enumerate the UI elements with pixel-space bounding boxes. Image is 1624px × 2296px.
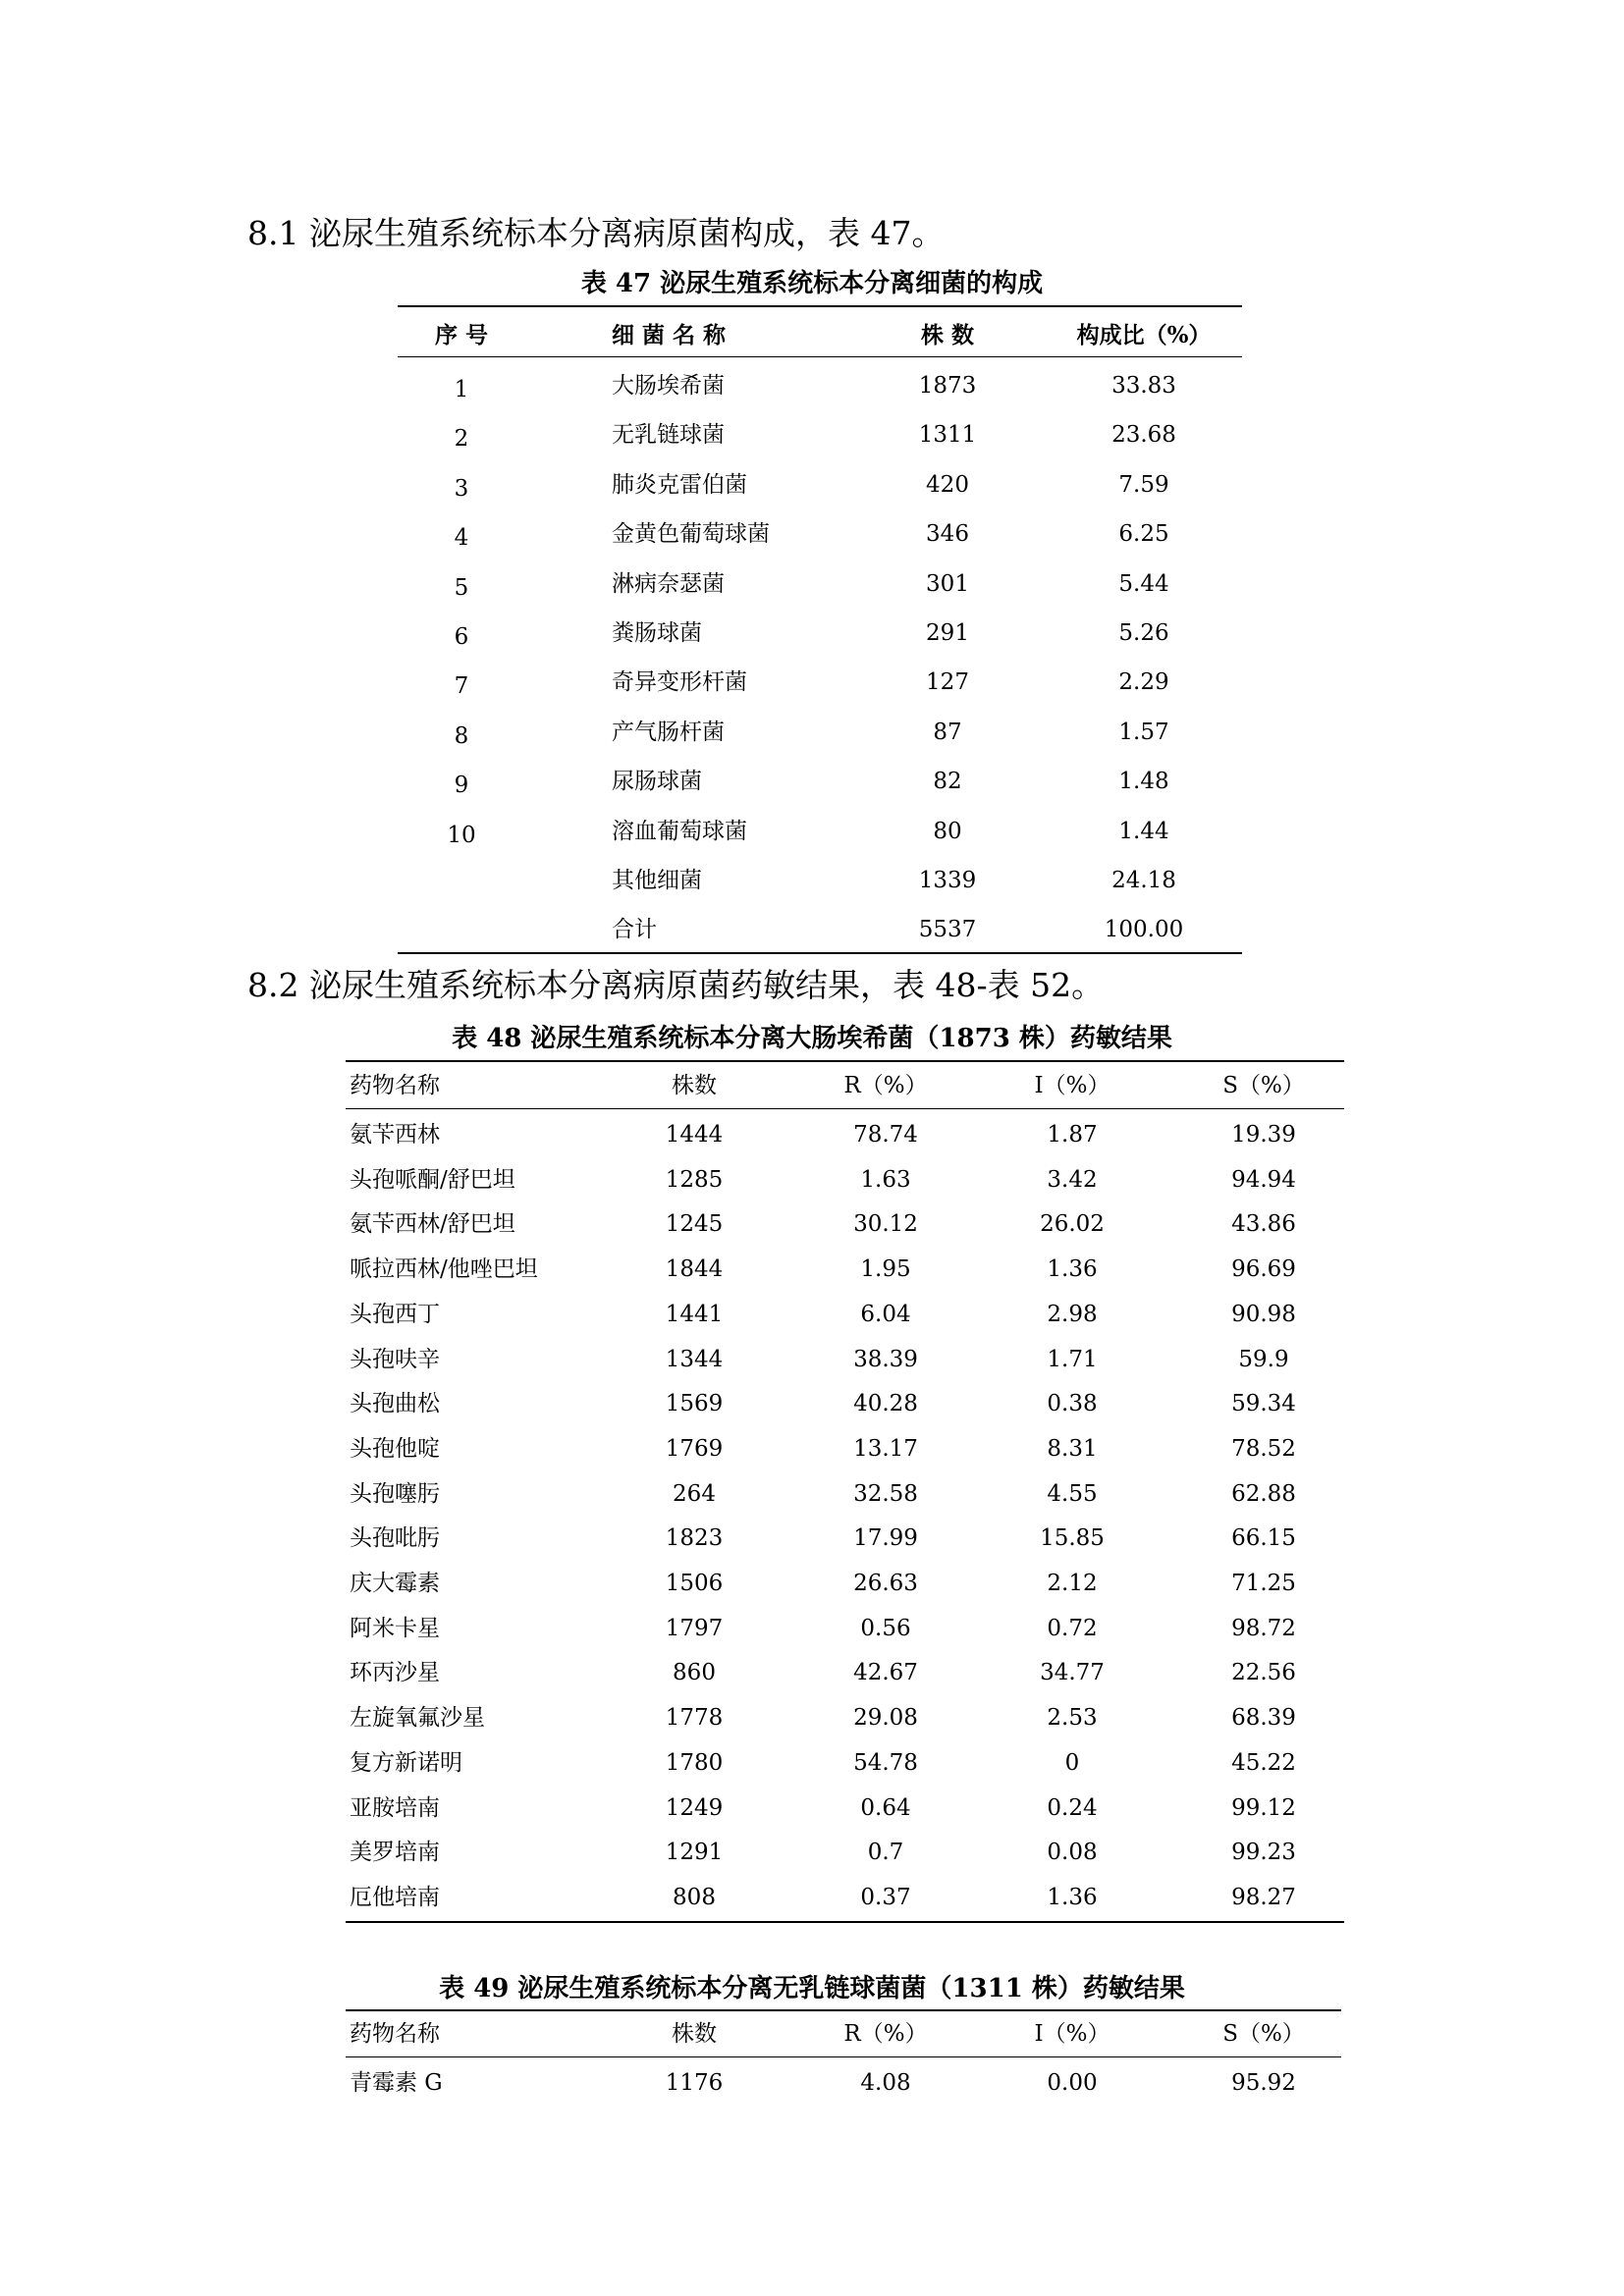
cell-r: 32.58 xyxy=(853,1480,918,1507)
cell-count: 1444 xyxy=(665,1122,724,1148)
cell-count: 1506 xyxy=(665,1571,724,1596)
cell-drug-name: 阿米卡星 xyxy=(350,1615,440,1641)
cell-bacteria-name: 其他细菌 xyxy=(612,868,702,893)
cell-count: 1778 xyxy=(665,1705,724,1732)
cell-drug-name: 环丙沙星 xyxy=(350,1660,440,1686)
table-47-row xyxy=(398,460,1242,509)
cell-drug-name: 亚胺培南 xyxy=(350,1794,440,1821)
cell-drug-name: 头孢曲松 xyxy=(350,1391,440,1417)
table-49-row xyxy=(346,2061,1341,2107)
col-drug-header: 药物名称 xyxy=(350,1073,440,1098)
table-47-header-rule xyxy=(398,356,1242,357)
cell-index: 7 xyxy=(454,673,469,700)
cell-ratio: 5.26 xyxy=(1118,620,1169,646)
cell-r: 54.78 xyxy=(853,1749,918,1776)
cell-i: 1.36 xyxy=(1047,1256,1098,1283)
cell-drug-name: 美罗培南 xyxy=(350,1840,440,1866)
table-48-row xyxy=(346,1876,1344,1921)
table-49-body xyxy=(346,2061,1341,2107)
table-48-row xyxy=(346,1202,1344,1248)
cell-i: 3.42 xyxy=(1047,1166,1098,1193)
cell-i: 26.02 xyxy=(1040,1211,1105,1238)
col-s-header: S（%） xyxy=(1222,2021,1305,2047)
cell-count: 1823 xyxy=(665,1525,724,1552)
cell-bacteria-name: 无乳链球菌 xyxy=(612,422,725,449)
cell-r: 40.28 xyxy=(853,1391,918,1417)
cell-s: 59.34 xyxy=(1231,1391,1296,1417)
table-49-top-rule xyxy=(346,2009,1341,2011)
cell-count: 5537 xyxy=(918,917,977,943)
cell-count: 127 xyxy=(926,669,969,696)
cell-ratio: 5.44 xyxy=(1118,570,1169,597)
cell-index: 2 xyxy=(454,426,469,453)
cell-s: 43.86 xyxy=(1231,1211,1296,1238)
table-47-header xyxy=(398,312,1242,359)
section-heading-8-1: 8.1 泌尿生殖系统标本分离病原菌构成，表 47。 xyxy=(247,214,945,252)
cell-count: 808 xyxy=(673,1884,716,1910)
cell-i: 0.72 xyxy=(1047,1615,1098,1641)
cell-index: 5 xyxy=(454,574,469,601)
cell-s: 78.52 xyxy=(1231,1435,1296,1462)
cell-r: 1.63 xyxy=(860,1166,911,1193)
table-48-row xyxy=(346,1741,1344,1787)
cell-ratio: 1.57 xyxy=(1118,719,1169,745)
table-48-top-rule xyxy=(346,1060,1344,1062)
cell-s: 95.92 xyxy=(1231,2070,1296,2096)
cell-ratio: 1.48 xyxy=(1118,769,1169,795)
cell-drug-name: 头孢吡肟 xyxy=(350,1525,440,1552)
cell-r: 1.95 xyxy=(860,1256,911,1283)
cell-index: 3 xyxy=(454,475,469,502)
cell-ratio: 23.68 xyxy=(1111,422,1176,449)
col-name-header: 细 菌 名 称 xyxy=(612,322,727,348)
cell-i: 2.53 xyxy=(1047,1705,1098,1732)
cell-s: 62.88 xyxy=(1231,1480,1296,1507)
table-48-header-rule xyxy=(346,1108,1344,1109)
cell-s: 45.22 xyxy=(1231,1749,1296,1776)
cell-s: 68.39 xyxy=(1231,1705,1296,1732)
cell-s: 90.98 xyxy=(1231,1301,1296,1327)
cell-count: 291 xyxy=(926,620,969,646)
table-48-row xyxy=(346,1472,1344,1518)
cell-i: 0.08 xyxy=(1047,1840,1098,1866)
table-47-row xyxy=(398,807,1242,856)
cell-count: 1291 xyxy=(665,1840,724,1866)
table-49-header-row xyxy=(346,2012,1341,2057)
table-47-row xyxy=(398,410,1242,459)
table-47-row xyxy=(398,609,1242,658)
col-drug-header: 药物名称 xyxy=(350,2021,440,2047)
cell-index: 9 xyxy=(454,773,469,799)
cell-count: 1797 xyxy=(665,1615,724,1641)
cell-i: 0 xyxy=(1064,1749,1080,1776)
cell-i: 0.24 xyxy=(1047,1794,1098,1821)
cell-i: 1.87 xyxy=(1047,1122,1098,1148)
cell-drug-name: 哌拉西林/他唑巴坦 xyxy=(350,1256,538,1283)
cell-s: 19.39 xyxy=(1231,1122,1296,1148)
cell-bacteria-name: 溶血葡萄球菌 xyxy=(612,818,747,844)
cell-i: 1.71 xyxy=(1047,1346,1098,1372)
table-47-row xyxy=(398,757,1242,806)
cell-index xyxy=(427,909,496,958)
table-48-row xyxy=(346,1113,1344,1158)
cell-r: 0.64 xyxy=(860,1794,911,1821)
cell-drug-name: 青霉素 G xyxy=(350,2070,443,2096)
cell-ratio: 24.18 xyxy=(1111,868,1176,893)
cell-count: 1844 xyxy=(665,1256,724,1283)
cell-r: 38.39 xyxy=(853,1346,918,1372)
table-48-row xyxy=(346,1651,1344,1696)
col-index-header: 序 号 xyxy=(434,322,488,348)
cell-count: 1249 xyxy=(665,1794,724,1821)
cell-bacteria-name: 粪肠球菌 xyxy=(612,620,702,646)
cell-drug-name: 庆大霉素 xyxy=(350,1571,440,1596)
cell-s: 99.12 xyxy=(1231,1794,1296,1821)
cell-count: 1780 xyxy=(665,1749,724,1776)
cell-drug-name: 头孢西丁 xyxy=(350,1301,440,1327)
section-heading-8-2: 8.2 泌尿生殖系统标本分离病原菌药敏结果，表 48-表 52。 xyxy=(247,966,1105,1004)
cell-count: 1285 xyxy=(665,1166,724,1193)
cell-count: 860 xyxy=(673,1660,716,1686)
cell-count: 1344 xyxy=(665,1346,724,1372)
cell-r: 6.04 xyxy=(860,1301,911,1327)
col-count-header: 株数 xyxy=(672,1073,717,1098)
cell-count: 1176 xyxy=(665,2070,724,2096)
table-47-row xyxy=(398,560,1242,609)
cell-s: 99.23 xyxy=(1231,1840,1296,1866)
cell-count: 264 xyxy=(673,1480,716,1507)
table-48-body xyxy=(346,1113,1344,1922)
cell-i: 2.12 xyxy=(1047,1571,1098,1596)
cell-drug-name: 左旋氧氟沙星 xyxy=(350,1705,485,1732)
cell-r: 0.37 xyxy=(860,1884,911,1910)
cell-r: 78.74 xyxy=(853,1122,918,1148)
cell-i: 34.77 xyxy=(1040,1660,1105,1686)
cell-r: 13.17 xyxy=(853,1435,918,1462)
table-47-top-rule xyxy=(398,305,1242,307)
cell-s: 94.94 xyxy=(1231,1166,1296,1193)
cell-r: 29.08 xyxy=(853,1705,918,1732)
table-47-header-row xyxy=(398,312,1242,359)
cell-r: 0.56 xyxy=(860,1615,911,1641)
cell-ratio: 6.25 xyxy=(1118,521,1169,548)
col-r-header: R（%） xyxy=(843,1073,928,1098)
cell-index: 10 xyxy=(447,822,476,848)
cell-s: 66.15 xyxy=(1231,1525,1296,1552)
cell-index xyxy=(427,860,496,909)
table-49-header xyxy=(346,2012,1341,2056)
col-ratio-header: 构成比（%） xyxy=(1076,322,1212,348)
cell-count: 1339 xyxy=(918,868,977,893)
table-48-row xyxy=(346,1696,1344,1741)
cell-drug-name: 头孢呋辛 xyxy=(350,1346,440,1372)
cell-count: 80 xyxy=(933,818,962,844)
cell-bacteria-name: 奇异变形杆菌 xyxy=(612,669,747,696)
cell-count: 1441 xyxy=(665,1301,724,1327)
table-48-caption: 表 48 泌尿生殖系统标本分离大肠埃希菌（1873 株）药敏结果 xyxy=(452,1024,1172,1053)
cell-s: 98.27 xyxy=(1231,1884,1296,1910)
cell-count: 1569 xyxy=(665,1391,724,1417)
cell-bacteria-name: 金黄色葡萄球菌 xyxy=(612,521,770,548)
cell-ratio: 100.00 xyxy=(1104,917,1184,943)
table-48-row xyxy=(346,1831,1344,1876)
cell-r: 17.99 xyxy=(853,1525,918,1552)
table-48-row xyxy=(346,1382,1344,1427)
cell-r: 30.12 xyxy=(853,1211,918,1238)
table-47-row xyxy=(398,509,1242,559)
cell-r: 0.7 xyxy=(867,1840,904,1866)
cell-count: 301 xyxy=(926,570,969,597)
table-47-row xyxy=(398,856,1242,905)
cell-bacteria-name: 大肠埃希菌 xyxy=(612,373,725,399)
col-s-header: S（%） xyxy=(1222,1073,1305,1098)
cell-drug-name: 厄他培南 xyxy=(350,1884,440,1910)
table-48-row xyxy=(346,1293,1344,1338)
col-i-header: I（%） xyxy=(1034,2021,1110,2047)
table-48-header xyxy=(346,1064,1344,1107)
table-49-header-rule xyxy=(346,2056,1341,2057)
cell-i: 8.31 xyxy=(1047,1435,1098,1462)
col-i-header: I（%） xyxy=(1034,1073,1110,1098)
cell-count: 1311 xyxy=(918,422,977,449)
cell-s: 96.69 xyxy=(1231,1256,1296,1283)
cell-i: 2.98 xyxy=(1047,1301,1098,1327)
table-47-row xyxy=(398,708,1242,757)
table-47-bottom-rule xyxy=(398,952,1242,954)
cell-index: 4 xyxy=(454,525,469,552)
table-48-row xyxy=(346,1338,1344,1383)
table-47-row xyxy=(398,361,1242,410)
cell-ratio: 2.29 xyxy=(1118,669,1169,696)
cell-index: 1 xyxy=(454,377,469,402)
col-count-header: 株 数 xyxy=(920,322,974,348)
table-48-row xyxy=(346,1158,1344,1203)
cell-i: 0.38 xyxy=(1047,1391,1098,1417)
cell-count: 420 xyxy=(926,471,969,498)
cell-count: 1873 xyxy=(918,373,977,399)
table-47-row xyxy=(398,905,1242,954)
col-count-header: 株数 xyxy=(672,2021,717,2047)
cell-ratio: 7.59 xyxy=(1118,471,1169,498)
cell-drug-name: 头孢哌酮/舒巴坦 xyxy=(350,1166,515,1193)
cell-i: 4.55 xyxy=(1047,1480,1098,1507)
table-48-header-row xyxy=(346,1064,1344,1109)
cell-drug-name: 头孢噻肟 xyxy=(350,1480,440,1507)
cell-r: 42.67 xyxy=(853,1660,918,1686)
cell-i: 0.00 xyxy=(1047,2070,1098,2096)
table-47-body xyxy=(398,361,1242,956)
cell-i: 15.85 xyxy=(1040,1525,1105,1552)
table-48-row xyxy=(346,1787,1344,1832)
cell-count: 82 xyxy=(933,769,962,795)
cell-bacteria-name: 产气肠杆菌 xyxy=(612,719,725,745)
cell-drug-name: 复方新诺明 xyxy=(350,1749,462,1776)
table-48-row xyxy=(346,1248,1344,1293)
cell-bacteria-name: 淋病奈瑟菌 xyxy=(612,570,725,597)
cell-index: 6 xyxy=(454,624,469,650)
cell-r: 4.08 xyxy=(860,2070,911,2096)
cell-ratio: 1.44 xyxy=(1118,818,1169,844)
table-47-caption: 表 47 泌尿生殖系统标本分离细菌的构成 xyxy=(580,269,1044,298)
table-47-row xyxy=(398,658,1242,707)
table-48-row xyxy=(346,1562,1344,1607)
table-48-row xyxy=(346,1517,1344,1562)
cell-ratio: 33.83 xyxy=(1111,373,1176,399)
cell-r: 26.63 xyxy=(853,1571,918,1596)
cell-count: 346 xyxy=(926,521,969,548)
cell-bacteria-name: 尿肠球菌 xyxy=(612,769,702,795)
cell-i: 1.36 xyxy=(1047,1884,1098,1910)
cell-count: 1769 xyxy=(665,1435,724,1462)
cell-drug-name: 氨苄西林 xyxy=(350,1122,440,1148)
cell-count: 87 xyxy=(933,719,962,745)
cell-count: 1245 xyxy=(665,1211,724,1238)
col-r-header: R（%） xyxy=(843,2021,928,2047)
table-48-row xyxy=(346,1607,1344,1652)
cell-bacteria-name: 合计 xyxy=(612,917,657,943)
cell-drug-name: 头孢他啶 xyxy=(350,1435,440,1462)
cell-s: 59.9 xyxy=(1238,1346,1289,1372)
table-49-caption: 表 49 泌尿生殖系统标本分离无乳链球菌菌（1311 株）药敏结果 xyxy=(439,1974,1185,2003)
cell-s: 71.25 xyxy=(1231,1571,1296,1596)
cell-index: 8 xyxy=(454,722,469,749)
cell-s: 98.72 xyxy=(1231,1615,1296,1641)
cell-bacteria-name: 肺炎克雷伯菌 xyxy=(612,471,747,498)
cell-s: 22.56 xyxy=(1231,1660,1296,1686)
table-48-bottom-rule xyxy=(346,1921,1344,1923)
cell-drug-name: 氨苄西林/舒巴坦 xyxy=(350,1211,515,1238)
table-48-row xyxy=(346,1427,1344,1472)
